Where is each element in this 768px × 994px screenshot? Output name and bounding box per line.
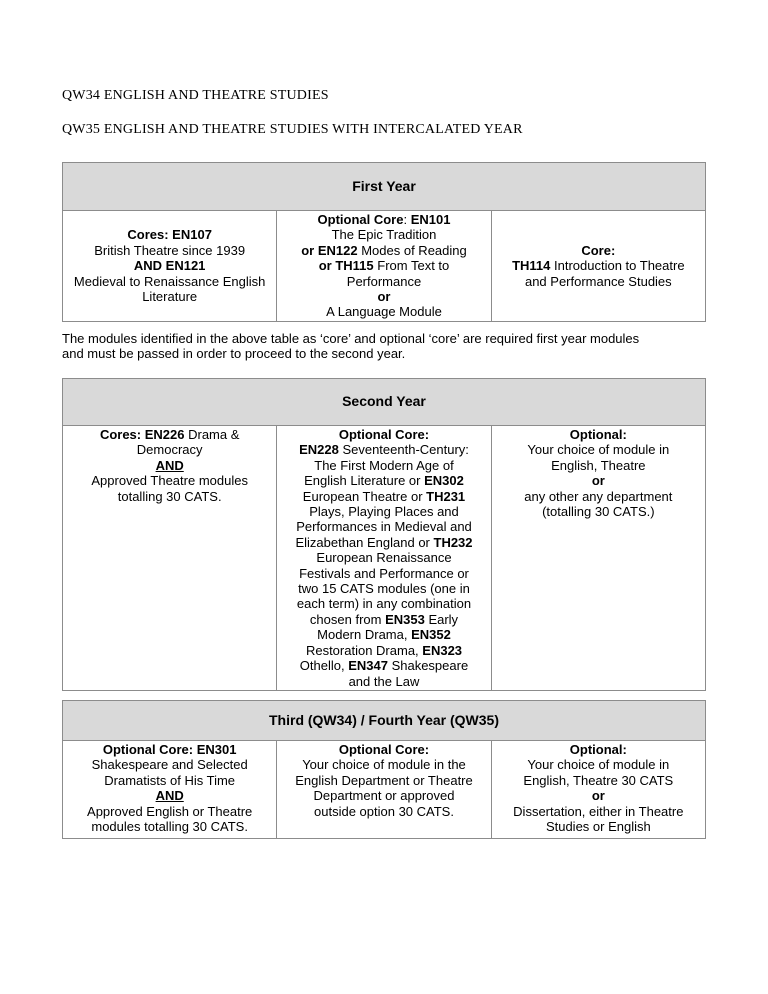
- third-fourth-year-table: [62, 700, 706, 839]
- text-segment: Drama &: [184, 427, 240, 442]
- text-segment: Dramatists of His Time: [104, 772, 236, 788]
- text-segment: Introduction to Theatre: [550, 258, 685, 274]
- text-segment: Cores: EN107: [127, 227, 212, 243]
- text-segment: and the Law: [348, 673, 420, 689]
- text-segment: and Performance Studies: [524, 273, 672, 289]
- text-segment: Medieval to Renaissance English: [73, 273, 266, 289]
- text-segment: EN347: [348, 658, 388, 674]
- cell-line: [281, 458, 486, 473]
- text-segment: Optional Core:: [338, 742, 430, 757]
- text-segment: English Literature or: [304, 473, 425, 489]
- cell-line: [67, 473, 272, 488]
- cell-optional: [491, 426, 705, 691]
- text-segment: AND: [155, 457, 184, 473]
- cell-line: [281, 535, 486, 550]
- cell-line: [67, 227, 272, 242]
- note-line: The modules identified in the above table as ‘core’ and optional ‘core’ are required first year modules: [62, 331, 640, 346]
- cell-line: [281, 596, 486, 611]
- cell-line: [496, 804, 701, 819]
- note-line: and must be passed in order to proceed to the second year.: [62, 346, 406, 362]
- text-segment: Optional Core: EN301: [102, 742, 237, 757]
- cell-line: [67, 489, 272, 504]
- text-segment: Your choice of module in the: [302, 757, 466, 773]
- text-segment: Performance: [346, 273, 422, 289]
- cell-line: [496, 274, 701, 289]
- heading-qw35: QW35 ENGLISH AND THEATRE STUDIES WITH INTERCALATED YEAR: [62, 122, 523, 137]
- cell-line: [496, 442, 701, 457]
- cell-line: [281, 757, 486, 772]
- cell-line: [67, 289, 272, 304]
- text-segment: Early: [424, 611, 459, 627]
- table-title: Third (QW34) / Fourth Year (QW35): [63, 701, 706, 741]
- table-title: Second Year: [63, 379, 706, 426]
- text-segment: Core:: [581, 242, 616, 258]
- cell-line: [281, 489, 486, 504]
- cell-line: [496, 458, 701, 473]
- cell-line: [67, 274, 272, 289]
- text-segment: AND: [155, 788, 184, 804]
- text-segment: EN352: [411, 627, 451, 643]
- text-segment: or TH115: [318, 258, 374, 274]
- text-segment: Approved English or Theatre: [87, 803, 253, 819]
- cell-line: [281, 274, 486, 289]
- cell-line: [67, 427, 272, 442]
- text-segment: Plays, Playing Places and: [309, 504, 459, 520]
- cell-line: [281, 442, 486, 457]
- text-segment: Optional:: [569, 427, 627, 442]
- cell-core-th114: [491, 211, 705, 322]
- cell-line: [281, 519, 486, 534]
- cell-line: [281, 227, 486, 242]
- cell-line: [281, 742, 486, 757]
- text-segment: English, Theatre: [551, 457, 646, 473]
- text-segment: or EN122: [301, 242, 358, 258]
- text-segment: :: [403, 212, 411, 227]
- cell-line: [67, 742, 272, 757]
- cell-line: [281, 473, 486, 488]
- text-segment: Your choice of module in: [527, 757, 670, 773]
- cell-core: [63, 426, 277, 691]
- text-segment: Optional Core:: [338, 427, 430, 442]
- text-segment: TH232: [433, 534, 473, 550]
- cell-optional-core: [63, 741, 277, 839]
- text-segment: European Renaissance: [316, 550, 452, 566]
- text-segment: British Theatre since 1939: [94, 242, 246, 258]
- text-segment: Othello,: [299, 658, 349, 674]
- text-segment: Optional:: [569, 742, 627, 757]
- cell-line: [281, 550, 486, 565]
- text-segment: or: [591, 788, 605, 804]
- cell-line: [281, 289, 486, 304]
- text-segment: European Theatre or: [302, 488, 427, 504]
- cell-line: [281, 243, 486, 258]
- cell-line: [67, 773, 272, 788]
- cell-optional-core: [277, 426, 491, 691]
- text-segment: Your choice of module in: [527, 442, 670, 458]
- text-segment: Approved Theatre modules: [91, 473, 248, 489]
- cell-line: [67, 243, 272, 258]
- text-segment: TH231: [426, 488, 466, 504]
- heading-qw34: QW34 ENGLISH AND THEATRE STUDIES: [62, 88, 329, 103]
- text-segment: EN228: [299, 442, 339, 458]
- cell-optional: [491, 741, 705, 839]
- table-title: First Year: [63, 163, 706, 211]
- text-segment: Cores: EN226: [99, 427, 185, 442]
- text-segment: EN323: [422, 642, 463, 658]
- cell-line: [496, 819, 701, 834]
- text-segment: (totalling 30 CATS.): [542, 504, 655, 520]
- second-year-table: [62, 378, 706, 691]
- cell-line: [281, 674, 486, 689]
- cell-line: [281, 627, 486, 642]
- text-segment: English Department or Theatre: [295, 772, 473, 788]
- text-segment: Department or approved: [313, 788, 455, 804]
- cell-line: [281, 427, 486, 442]
- text-segment: AND EN121: [133, 258, 206, 274]
- text-segment: The Epic Tradition: [331, 227, 437, 243]
- text-segment: Performances in Medieval and: [296, 519, 472, 535]
- text-segment: Democracy: [136, 442, 203, 458]
- note-text: [62, 331, 722, 362]
- text-segment: or: [377, 289, 391, 305]
- text-segment: Restoration Drama,: [305, 642, 423, 658]
- text-segment: or: [591, 473, 605, 489]
- cell-line: [281, 504, 486, 519]
- cell-line: [281, 788, 486, 803]
- cell-line: [281, 581, 486, 596]
- cell-line: [67, 804, 272, 819]
- text-segment: A Language Module: [326, 304, 442, 320]
- text-segment: Studies or English: [545, 819, 651, 835]
- text-segment: Seventeenth-Century:: [338, 442, 469, 458]
- cell-line: [281, 258, 486, 273]
- text-segment: modules totalling 30 CATS.: [91, 819, 248, 835]
- cell-line: [496, 773, 701, 788]
- cell-optional-core: [277, 211, 491, 322]
- text-segment: EN353: [385, 611, 425, 627]
- cell-line: [281, 304, 486, 319]
- cell-line: [67, 258, 272, 273]
- text-segment: TH114: [512, 258, 551, 274]
- cell-line: [496, 788, 701, 803]
- text-segment: Shakespeare: [387, 658, 469, 674]
- text-segment: Dissertation, either in Theatre: [513, 803, 684, 819]
- text-segment: Modern Drama,: [317, 627, 412, 643]
- cell-line: [67, 819, 272, 834]
- first-year-table: [62, 162, 706, 322]
- text-segment: EN101: [410, 212, 451, 227]
- cell-line: [67, 757, 272, 772]
- cell-line: [496, 243, 701, 258]
- cell-line: [496, 757, 701, 772]
- text-segment: Shakespeare and Selected: [91, 757, 248, 773]
- text-segment: totalling 30 CATS.: [117, 488, 222, 504]
- text-segment: two 15 CATS modules (one in: [298, 581, 470, 597]
- text-segment: English, Theatre 30 CATS: [523, 772, 674, 788]
- cell-line: [496, 489, 701, 504]
- text-segment: each term) in any combination: [296, 596, 472, 612]
- cell-optional-core-2: [277, 741, 491, 839]
- cell-line: [496, 742, 701, 757]
- cell-line: [281, 612, 486, 627]
- text-segment: Optional Core: [317, 212, 404, 227]
- text-segment: The First Modern Age of: [314, 457, 454, 473]
- cell-line: [281, 212, 486, 227]
- cell-line: [281, 804, 486, 819]
- text-segment: outside option 30 CATS.: [314, 803, 454, 819]
- text-segment: From Text to: [373, 258, 450, 274]
- cell-line: [281, 773, 486, 788]
- cell-line: [496, 473, 701, 488]
- cell-line: [67, 458, 272, 473]
- text-segment: Elizabethan England or: [295, 534, 434, 550]
- cell-line: [281, 658, 486, 673]
- cell-line: [67, 442, 272, 457]
- cell-line: [281, 643, 486, 658]
- cell-line: [496, 504, 701, 519]
- text-segment: Modes of Reading: [357, 242, 467, 258]
- cell-line: [496, 427, 701, 442]
- cell-line: [67, 788, 272, 803]
- cell-line: [496, 258, 701, 273]
- cell-core: [63, 211, 277, 322]
- text-segment: chosen from: [309, 611, 386, 627]
- text-segment: Literature: [142, 289, 198, 305]
- text-segment: any other any department: [524, 488, 673, 504]
- text-segment: EN302: [424, 473, 464, 489]
- text-segment: Festivals and Performance or: [299, 565, 469, 581]
- cell-line: [281, 566, 486, 581]
